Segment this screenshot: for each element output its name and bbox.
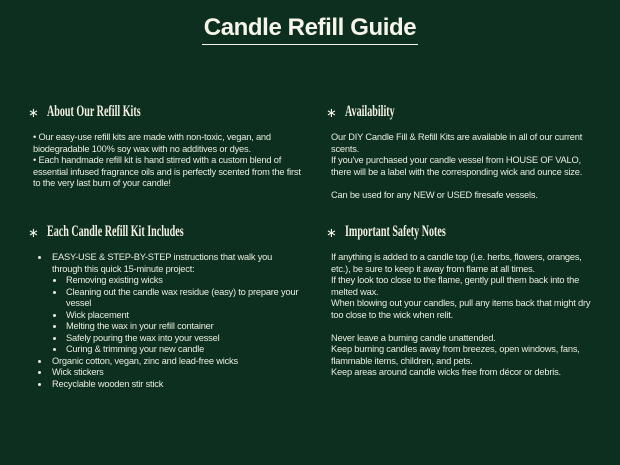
includes-list xyxy=(33,252,304,390)
asterisk-icon: ∗ xyxy=(28,104,39,120)
paragraph-spacer xyxy=(331,321,602,333)
list-subitem: • Cleaning out the candle wax residue (easy) to prepare your vessel xyxy=(65,287,304,310)
paragraph: If you've purchased your candle vessel from HOUSE OF VALO, there will be a label with the corresponding wick and ounce size. xyxy=(331,155,583,177)
list-item: • Organic cotton, vegan, zinc and lead-free wicks xyxy=(50,356,304,368)
section-title: Each Candle Refill Kit Includes xyxy=(46,223,184,240)
section-kit-includes xyxy=(28,222,304,390)
list-item xyxy=(50,252,304,356)
section-heading xyxy=(326,102,602,122)
list-subitem: • Curing & trimming your new candle xyxy=(65,344,304,356)
paragraph: Can be used for any NEW or USED firesafe vessels. xyxy=(331,189,538,200)
page-title: Candle Refill Guide xyxy=(202,15,418,45)
asterisk-icon: ∗ xyxy=(326,104,337,120)
section-safety-notes xyxy=(326,222,602,379)
asterisk-icon: ∗ xyxy=(28,224,39,240)
section-body xyxy=(326,132,602,201)
paragraph-spacer xyxy=(331,178,602,190)
list-subitem: • Removing existing wicks xyxy=(65,275,304,287)
list-subitem: • Melting the wax in your refill container xyxy=(65,321,304,333)
includes-sublist xyxy=(52,275,304,356)
section-body xyxy=(326,252,602,379)
paragraph: • Each handmade refill kit is hand stirred with a custom blend of essential infused fragrance oils and is perfectly scented from the first to the very last burn of your candle! xyxy=(33,155,301,188)
paragraph: • Our easy-use refill kits are made with non-toxic, vegan, and biodegradable 100% soy wax with no additives or dyes. xyxy=(33,132,271,154)
section-heading xyxy=(28,102,304,122)
section-body xyxy=(28,252,304,390)
paragraph: Keep burning candles away from breezes, open windows, fans, flammable items, children, and pets. xyxy=(331,344,580,366)
list-subitem: • Safely pouring the wax into your vessel xyxy=(65,333,304,345)
paragraph: If anything is added to a candle top (i.e. herbs, flowers, oranges, etc.), be sure to keep it away from flame at all times. xyxy=(331,252,582,274)
paragraph: When blowing out your candles, pull any items back that might dry too close to the wick when relit. xyxy=(331,298,591,320)
section-heading xyxy=(28,222,304,242)
asterisk-icon: ∗ xyxy=(326,224,337,240)
list-item: • Wick stickers xyxy=(50,367,304,379)
page-header xyxy=(0,15,620,45)
list-item-text: EASY-USE & STEP-BY-STEP instructions that walk you through this quick 15-minute project: xyxy=(52,252,273,274)
list-item: • Recyclable wooden stir stick xyxy=(50,379,304,391)
section-about-refill-kits xyxy=(28,102,304,190)
list-subitem: • Wick placement xyxy=(65,310,304,322)
paragraph: If they look too close to the flame, gently pull them back into the melted wax. xyxy=(331,275,580,297)
paragraph: Keep areas around candle wicks free from décor or debris. xyxy=(331,367,561,377)
section-availability xyxy=(326,102,602,201)
section-title: About Our Refill Kits xyxy=(46,103,141,120)
section-body xyxy=(28,132,304,190)
section-title: Important Safety Notes xyxy=(344,223,446,240)
section-heading xyxy=(326,222,602,242)
section-title: Availability xyxy=(344,103,395,120)
paragraph: Our DIY Candle Fill & Refill Kits are available in all of our current scents. xyxy=(331,132,583,154)
paragraph: Never leave a burning candle unattended. xyxy=(331,332,496,343)
